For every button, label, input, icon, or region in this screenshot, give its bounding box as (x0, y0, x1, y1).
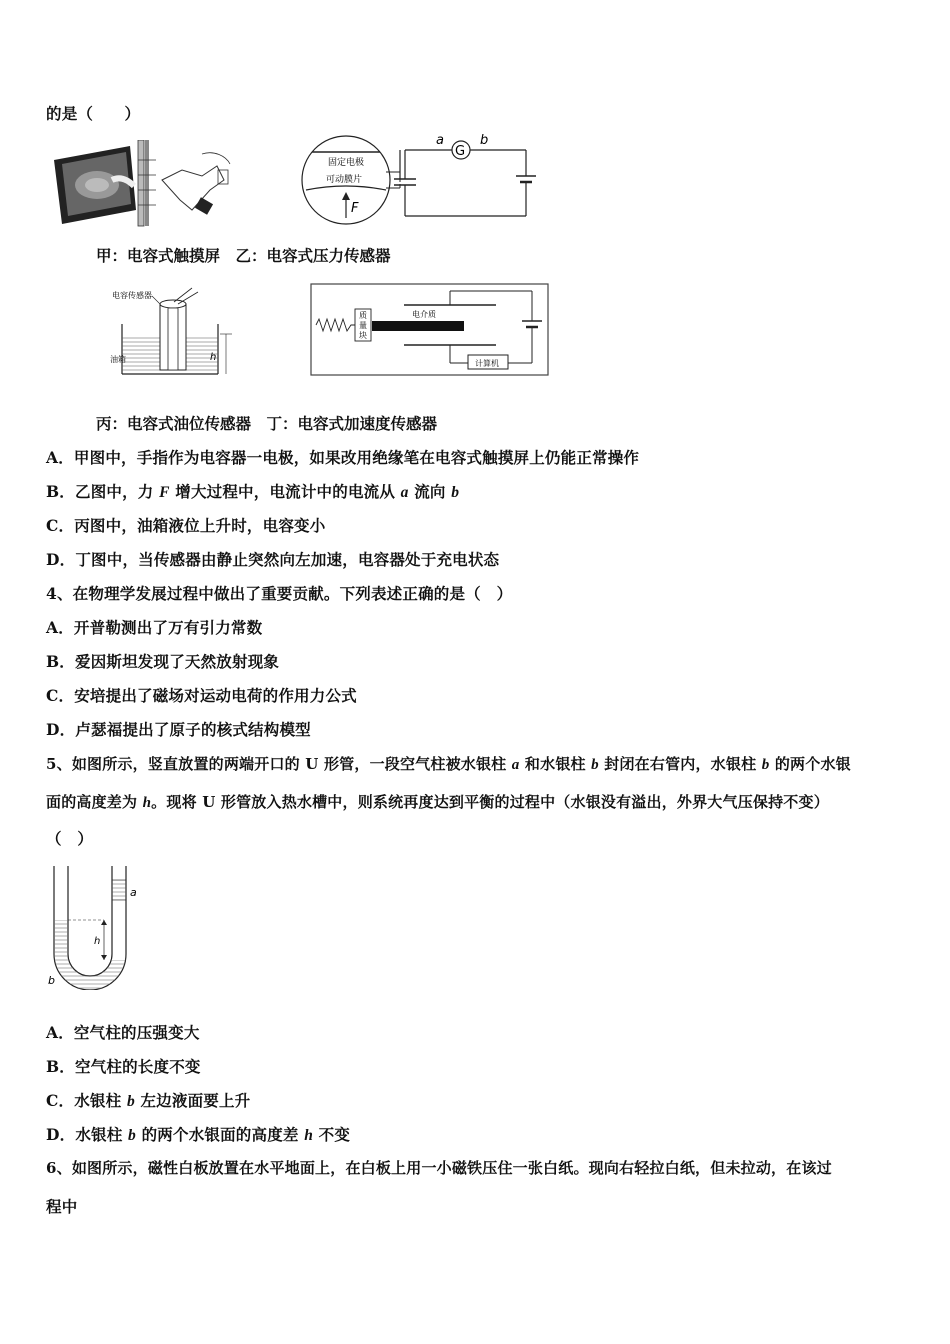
label-cap-sensor: 电容传感器 (112, 291, 152, 300)
q3-option-b: B．乙图中，力 F 增大过程中，电流计中的电流从 a 流向 b (46, 482, 460, 501)
label-movable-film: 可动膜片 (326, 175, 363, 185)
q3-option-d: D．丁图中，当传感器由静止突然向左加速，电容器处于充电状态 (46, 550, 500, 569)
caption-figure-row-1: 甲：电容式触摸屏 乙：电容式压力传感器 (96, 246, 391, 265)
q5-stem-line-2: 面的高度差为 h。现将 U 形管放入热水槽中，则系统再度达到平衡的过程中（水银没有溢出，外界大气压保持不变） (46, 793, 829, 811)
figure-touchscreen (52, 140, 242, 230)
label-dielectric: 电介质 (412, 310, 436, 319)
q4-stem: 4、在物理学发展过程中做出了重要贡献。下列表述正确的是（ ） (46, 584, 513, 603)
label-b: b (480, 133, 489, 148)
q5-option-d: D．水银柱 b 的两个水银面的高度差 h 不变 (46, 1125, 351, 1144)
label-h-utube: h (94, 936, 101, 947)
q5-option-c: C．水银柱 b 左边液面要上升 (46, 1091, 251, 1110)
label-mass-1: 质 (359, 311, 367, 320)
label-a: a (436, 133, 444, 148)
label-F: F (351, 201, 359, 216)
q5-answer-bracket: （ ） (46, 829, 94, 848)
label-b-utube: b (48, 974, 55, 987)
q4-option-a: A．开普勒测出了万有引力常数 (46, 618, 263, 637)
q6-stem-line-2: 程中 (46, 1197, 78, 1216)
label-computer: 计算机 (475, 359, 499, 368)
q6-stem-line-1: 6、如图所示，磁性白板放置在水平地面上，在白板上用一小磁铁压住一张白纸。现向右轻拉白纸，但未拉动，在该过 (46, 1159, 832, 1177)
q5-option-b: B．空气柱的长度不变 (46, 1057, 201, 1076)
question-stem-continuation: 的是（ ） (46, 104, 141, 123)
figure-oil-level-sensor (108, 286, 238, 378)
label-h-oil: h (210, 352, 217, 363)
q3-option-c: C．丙图中，油箱液位上升时，电容变小 (46, 516, 326, 535)
label-fixed-electrode: 固定电极 (328, 158, 365, 168)
label-galvanometer: G (455, 144, 466, 159)
figure-pressure-sensor (298, 132, 538, 228)
q4-option-d: D．卢瑟福提出了原子的核式结构模型 (46, 720, 311, 739)
label-mass-2: 量 (359, 321, 367, 330)
caption-figure-row-2: 丙：电容式油位传感器 丁：电容式加速度传感器 (96, 414, 438, 433)
q5-option-a: A．空气柱的压强变大 (46, 1023, 200, 1042)
label-oil-tank: 油箱 (110, 355, 126, 364)
q4-option-c: C．安培提出了磁场对运动电荷的作用力公式 (46, 686, 357, 705)
figure-u-tube (46, 862, 146, 990)
figure-acceleration-sensor (310, 283, 550, 377)
label-mass-3: 块 (359, 331, 367, 340)
q4-option-b: B．爱因斯坦发现了天然放射现象 (46, 652, 280, 671)
label-a-utube: a (130, 886, 137, 899)
q5-stem-line-1: 5、如图所示，竖直放置的两端开口的 U 形管，一段空气柱被水银柱 a 和水银柱 b 封闭在右管内，水银柱 b 的两个水银 (46, 755, 851, 773)
q3-option-a: A．甲图中，手指作为电容器一电极，如果改用绝缘笔在电容式触摸屏上仍能正常操作 (46, 448, 640, 467)
